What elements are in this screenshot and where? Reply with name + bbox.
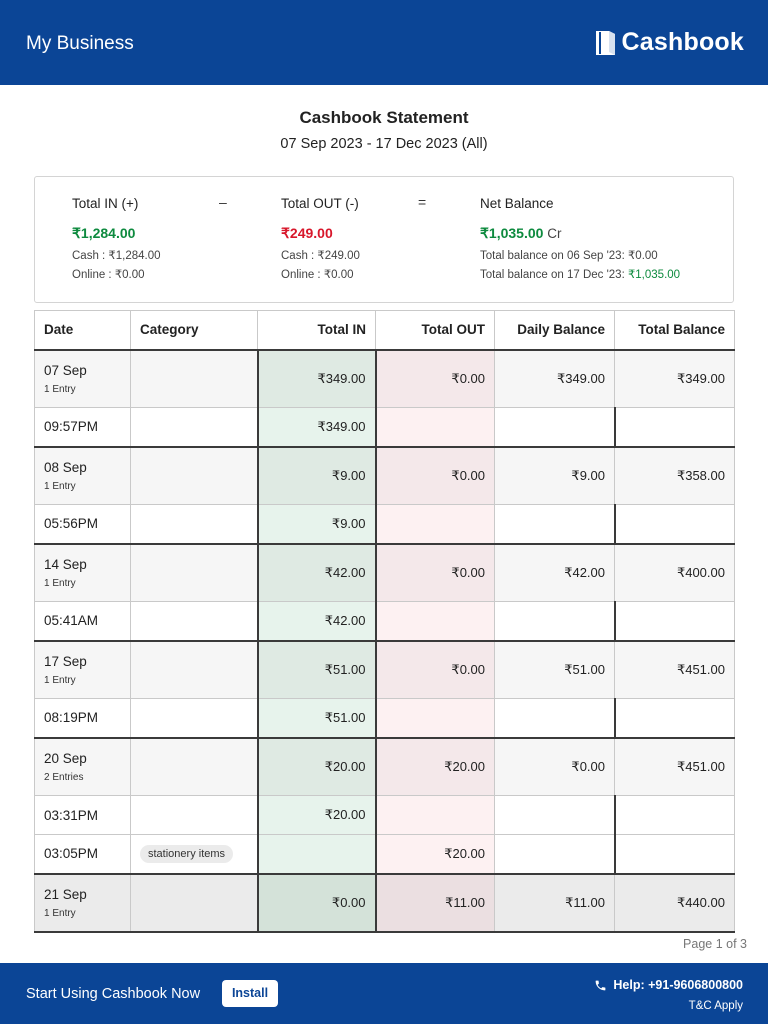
total-balance-cell: ₹451.00 (615, 641, 735, 699)
transactions-table (34, 310, 735, 933)
total-out-cell: ₹11.00 (376, 874, 495, 932)
day-summary-row (35, 350, 735, 408)
date-cell (35, 408, 131, 447)
total-out-cell (376, 796, 495, 835)
entry-count: 1 Entry (44, 577, 76, 589)
total-in-cell: ₹20.00 (258, 796, 376, 835)
daily-balance-cell: ₹0.00 (495, 738, 615, 796)
total-balance-cell (615, 408, 735, 447)
total-in-cell: ₹349.00 (258, 350, 376, 408)
statement-period: 07 Sep 2023 - 17 Dec 2023 (All) (280, 136, 488, 152)
day-summary-row (35, 874, 735, 932)
total-balance-cell (615, 835, 735, 874)
col-header-date: Date (35, 311, 131, 350)
daily-balance-cell (495, 796, 615, 835)
entry-time: 08:19PM (44, 710, 99, 726)
total-in-cash: Cash : ₹1,284.00 (72, 250, 161, 262)
total-in-cell: ₹9.00 (258, 447, 376, 505)
equals-operator: = (418, 194, 427, 210)
table-header-row (35, 311, 735, 350)
total-out-cell: ₹0.00 (376, 641, 495, 699)
total-in-cell: ₹42.00 (258, 602, 376, 641)
net-balance-value: ₹1,035.00 (480, 225, 544, 241)
daily-balance-cell: ₹51.00 (495, 641, 615, 699)
total-out-cell: ₹20.00 (376, 835, 495, 874)
total-in-cell: ₹20.00 (258, 738, 376, 796)
date-cell (35, 602, 131, 641)
day-summary-row (35, 641, 735, 699)
terms-link[interactable]: T&C Apply (688, 1000, 743, 1012)
total-out-label: Total OUT (-) (281, 196, 359, 211)
total-in-cell: ₹42.00 (258, 544, 376, 602)
category-tag: stationery items (140, 845, 233, 863)
daily-balance-cell (495, 699, 615, 738)
total-balance-cell: ₹400.00 (615, 544, 735, 602)
brand-logo[interactable] (594, 28, 744, 57)
date-cell (35, 738, 131, 796)
net-balance-suffix: Cr (547, 226, 562, 241)
day-summary-row (35, 738, 735, 796)
opening-balance-label: Total balance on 06 Sep '23: (480, 250, 628, 262)
daily-balance-cell (495, 602, 615, 641)
day-date: 07 Sep (44, 362, 87, 378)
total-out-cell (376, 505, 495, 544)
entry-row (35, 796, 735, 835)
opening-balance (480, 248, 658, 262)
entry-row (35, 505, 735, 544)
total-in-amount: ₹1,284.00 (72, 225, 136, 241)
col-header-category: Category (131, 311, 258, 350)
category-cell (131, 835, 258, 874)
total-balance-cell (615, 796, 735, 835)
category-cell (131, 874, 258, 932)
total-in-cell: ₹51.00 (258, 699, 376, 738)
day-summary-row (35, 447, 735, 505)
category-cell (131, 699, 258, 738)
date-cell (35, 505, 131, 544)
net-balance-label: Net Balance (480, 196, 554, 211)
date-cell (35, 350, 131, 408)
entry-row (35, 408, 735, 447)
entry-count: 1 Entry (44, 674, 76, 686)
total-out-cell (376, 699, 495, 738)
entry-row (35, 699, 735, 738)
total-out-cell: ₹0.00 (376, 447, 495, 505)
date-cell (35, 835, 131, 874)
day-date: 08 Sep (44, 459, 87, 475)
total-balance-cell (615, 602, 735, 641)
day-date: 17 Sep (44, 653, 87, 669)
daily-balance-cell (495, 835, 615, 874)
total-balance-cell: ₹349.00 (615, 350, 735, 408)
total-in-cell: ₹9.00 (258, 505, 376, 544)
top-header (0, 0, 768, 85)
daily-balance-cell: ₹349.00 (495, 350, 615, 408)
total-out-cell (376, 408, 495, 447)
daily-balance-cell: ₹9.00 (495, 447, 615, 505)
col-header-total-out: Total OUT (376, 311, 495, 350)
opening-balance-value: ₹0.00 (627, 250, 658, 262)
statement-title: Cashbook Statement (299, 108, 469, 127)
daily-balance-cell (495, 505, 615, 544)
day-summary-row (35, 544, 735, 602)
total-out-cell: ₹20.00 (376, 738, 495, 796)
category-cell (131, 408, 258, 447)
date-cell (35, 699, 131, 738)
total-in-cell: ₹349.00 (258, 408, 376, 447)
day-date: 14 Sep (44, 556, 87, 572)
entry-time: 05:56PM (44, 516, 99, 532)
entry-count: 1 Entry (44, 907, 76, 919)
entry-time: 03:31PM (44, 807, 99, 823)
closing-balance-value: ₹1,035.00 (627, 269, 681, 281)
date-cell (35, 447, 131, 505)
book-icon (594, 29, 617, 57)
brand-name: Cashbook (621, 28, 744, 56)
category-cell (131, 641, 258, 699)
date-cell (35, 641, 131, 699)
col-header-daily-balance: Daily Balance (495, 311, 615, 350)
total-balance-cell (615, 505, 735, 544)
total-out-cell (376, 602, 495, 641)
col-header-total-in: Total IN (258, 311, 376, 350)
total-in-cell (258, 835, 376, 874)
date-cell (35, 796, 131, 835)
total-balance-cell: ₹358.00 (615, 447, 735, 505)
net-balance-amount (480, 225, 562, 242)
category-cell (131, 738, 258, 796)
bottom-banner (0, 963, 768, 1024)
entry-time: 05:41AM (44, 613, 99, 629)
entry-row (35, 602, 735, 641)
total-out-online: Online : ₹0.00 (281, 269, 354, 281)
entry-row (35, 835, 735, 874)
entry-count: 2 Entries (44, 771, 84, 783)
phone-icon (594, 979, 607, 992)
business-name: My Business (26, 33, 134, 54)
page-indicator: Page 1 of 3 (683, 937, 747, 951)
cta-text: Start Using Cashbook Now (26, 986, 201, 1002)
total-balance-cell: ₹451.00 (615, 738, 735, 796)
entry-time: 09:57PM (44, 419, 99, 435)
entry-count: 1 Entry (44, 383, 76, 395)
help-text: Help: +91-9606800800 (613, 978, 743, 992)
day-date: 21 Sep (44, 886, 87, 902)
daily-balance-cell (495, 408, 615, 447)
install-button[interactable]: Install (222, 980, 278, 1007)
total-in-cell: ₹51.00 (258, 641, 376, 699)
category-cell (131, 447, 258, 505)
date-cell (35, 544, 131, 602)
total-out-cell: ₹0.00 (376, 544, 495, 602)
category-cell (131, 350, 258, 408)
minus-operator: – (219, 194, 227, 210)
daily-balance-cell: ₹42.00 (495, 544, 615, 602)
total-in-online: Online : ₹0.00 (72, 269, 145, 281)
entry-time: 03:05PM (44, 846, 99, 862)
total-balance-cell: ₹440.00 (615, 874, 735, 932)
closing-balance (480, 267, 680, 281)
total-in-label: Total IN (+) (72, 196, 139, 211)
total-out-cell: ₹0.00 (376, 350, 495, 408)
entry-count: 1 Entry (44, 480, 76, 492)
summary-card (34, 176, 734, 303)
date-cell (35, 874, 131, 932)
col-header-total-balance: Total Balance (615, 311, 735, 350)
category-cell (131, 505, 258, 544)
total-in-cell: ₹0.00 (258, 874, 376, 932)
total-out-cash: Cash : ₹249.00 (281, 250, 360, 262)
day-date: 20 Sep (44, 750, 87, 766)
category-cell (131, 796, 258, 835)
closing-balance-label: Total balance on 17 Dec '23: (480, 269, 628, 281)
category-cell (131, 602, 258, 641)
daily-balance-cell: ₹11.00 (495, 874, 615, 932)
total-balance-cell (615, 699, 735, 738)
total-out-amount: ₹249.00 (281, 225, 333, 241)
help-contact[interactable] (594, 978, 743, 992)
category-cell (131, 544, 258, 602)
